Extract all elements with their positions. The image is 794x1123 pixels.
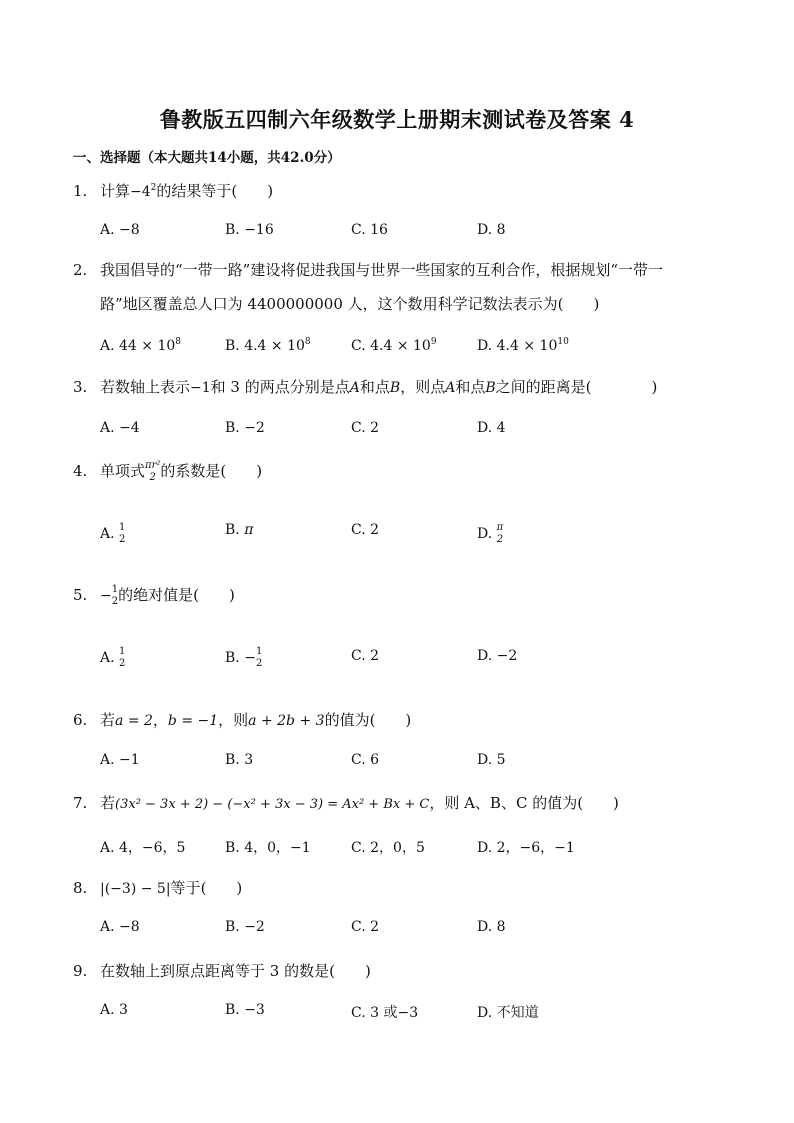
option-2d[interactable]: D. $4.4 \times 10^{10}$ (477, 337, 569, 354)
option-4b[interactable]: B. π (225, 522, 254, 538)
option-6a[interactable]: A. −1 (100, 752, 140, 768)
option-7b[interactable]: B. 4，0，−1 (225, 840, 311, 856)
question-8: 8. |(−3) − 5|等于( ) (73, 879, 243, 897)
option-9b[interactable]: B. −3 (225, 1002, 265, 1018)
question-2-line2: 路”地区覆盖总人口为 4400000000 人，这个数用科学记数法表示为( ) (100, 295, 600, 313)
option-2c[interactable]: C. $4.4 \times 10^9$ (351, 337, 437, 354)
option-7d[interactable]: D. 2，−6，−1 (477, 840, 575, 856)
option-2a[interactable]: A. $44 \times 10^8$ (100, 337, 182, 354)
option-5a[interactable]: A. 1 2 (100, 646, 126, 669)
option-8c[interactable]: C. 2 (351, 919, 380, 935)
question-1: 1. 计算$-4^2$的结果等于( ) (73, 182, 274, 200)
option-6c[interactable]: C. 6 (351, 752, 380, 768)
option-8d[interactable]: D. 8 (477, 919, 506, 935)
question-2: 2. 我国倡导的“一带一路”建设将促进我国与世界一些国家的互利合作，根据规划“一带一 (73, 261, 664, 279)
option-6d[interactable]: D. 5 (477, 752, 506, 768)
option-9c[interactable]: C. 3 或−3 (351, 1005, 419, 1021)
option-4c[interactable]: C. 2 (351, 522, 380, 538)
question-7: 7. 若(3x² − 3x + 2) − (−x² + 3x − 3) = Ax² + Bx + C，则 A、B、C 的值为( ) (73, 794, 619, 812)
section-heading: 一、选择题（本大题共14小题，共42.0分） (73, 150, 341, 166)
option-6b[interactable]: B. 3 (225, 752, 254, 768)
question-4: 4. 单项式 πr² 2 的系数是( ) (73, 460, 263, 483)
option-3b[interactable]: B. −2 (225, 420, 265, 436)
option-3a[interactable]: A. −4 (100, 420, 140, 436)
option-7a[interactable]: A. 4，−6，5 (100, 840, 186, 856)
question-3: 3. 若数轴上表示−1和 3 的两点分别是点A和点B，则点A和点B之间的距离是( ) (73, 378, 658, 396)
option-8b[interactable]: B. −2 (225, 919, 265, 935)
option-3d[interactable]: D. 4 (477, 420, 506, 436)
page-title: 鲁教版五四制六年级数学上册期末测试卷及答案 4 (159, 107, 635, 132)
option-1a[interactable]: A. −8 (100, 222, 140, 238)
option-3c[interactable]: C. 2 (351, 420, 380, 436)
option-7c[interactable]: C. 2，0，5 (351, 840, 425, 856)
option-9d[interactable]: D. 不知道 (477, 1005, 539, 1021)
option-4d[interactable]: D. π 2 (477, 522, 504, 545)
option-4a[interactable]: A. 1 2 (100, 522, 126, 545)
question-5: 5. − 1 2 的绝对值是( ) (73, 584, 235, 607)
option-9a[interactable]: A. 3 (100, 1002, 128, 1018)
option-1b[interactable]: B. −16 (225, 222, 274, 238)
option-5c[interactable]: C. 2 (351, 648, 380, 664)
option-1d[interactable]: D. 8 (477, 222, 506, 238)
question-6: 6. 若a = 2，b = −1，则a + 2b + 3的值为( ) (73, 711, 412, 729)
question-9: 9. 在数轴上到原点距离等于 3 的数是( ) (73, 962, 371, 980)
option-5d[interactable]: D. −2 (477, 648, 518, 664)
option-5b[interactable]: B. − 1 2 (225, 646, 263, 669)
option-2b[interactable]: B. $4.4 \times 10^8$ (225, 337, 311, 354)
option-1c[interactable]: C. 16 (351, 222, 388, 238)
fraction: πr² 2 (145, 460, 161, 483)
option-8a[interactable]: A. −8 (100, 919, 140, 935)
